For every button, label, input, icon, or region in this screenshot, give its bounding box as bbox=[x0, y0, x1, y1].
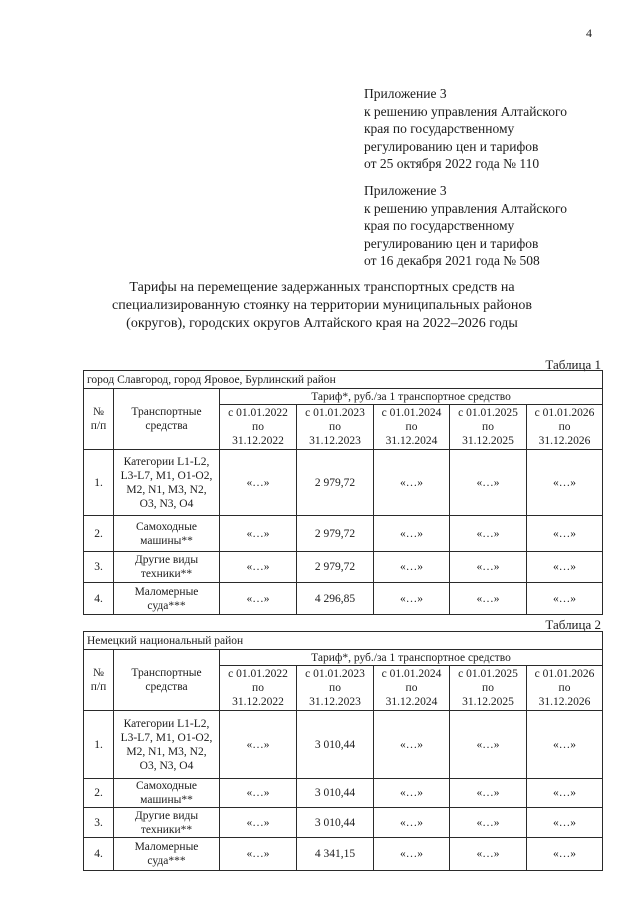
row-num: 4. bbox=[84, 583, 114, 615]
period-from: с 01.01.2025 bbox=[458, 668, 518, 680]
appendix-current bbox=[364, 85, 567, 173]
row-vehicle bbox=[114, 779, 220, 808]
header-vehicle bbox=[114, 389, 220, 450]
period-from: с 01.01.2024 bbox=[381, 668, 442, 680]
row-num: 3. bbox=[84, 552, 114, 583]
period-to-word: по bbox=[558, 682, 571, 694]
header-num bbox=[84, 650, 114, 711]
row-num: 2. bbox=[84, 779, 114, 808]
vehicle-line: Категории L1-L2, bbox=[123, 455, 210, 468]
tariff-value: 4 296,85 bbox=[297, 583, 374, 615]
table-row bbox=[84, 516, 603, 552]
appendix-previous-line: Приложение 3 bbox=[364, 183, 447, 198]
appendix-current-line: к решению управления Алтайского bbox=[364, 103, 567, 119]
tariff-value: «…» bbox=[220, 516, 297, 552]
table-row bbox=[84, 711, 603, 779]
header-period bbox=[297, 405, 374, 450]
vehicle-line: суда*** bbox=[147, 599, 186, 612]
row-vehicle bbox=[114, 450, 220, 516]
vehicle-line: M2, N1, M3, N2, bbox=[126, 745, 207, 758]
header-num bbox=[84, 389, 114, 450]
row-num: 4. bbox=[84, 838, 114, 871]
appendix-previous bbox=[364, 182, 567, 270]
header-period bbox=[297, 666, 374, 711]
tariff-value: «…» bbox=[450, 450, 527, 516]
table-row bbox=[84, 779, 603, 808]
header-num-line: № bbox=[93, 667, 104, 679]
tariff-value: «…» bbox=[527, 552, 603, 583]
table-row bbox=[84, 808, 603, 838]
tariff-value: «…» bbox=[374, 711, 450, 779]
document-title-line: (округов), городских округов Алтайского края на 2022–2026 годы bbox=[126, 316, 518, 331]
vehicle-line: M2, N1, M3, N2, bbox=[126, 483, 207, 496]
period-to-word: по bbox=[405, 421, 418, 433]
tariff-value: «…» bbox=[527, 779, 603, 808]
period-from: с 01.01.2023 bbox=[305, 668, 365, 680]
period-to: 31.12.2026 bbox=[538, 435, 591, 447]
period-from: с 01.01.2022 bbox=[228, 407, 288, 419]
tariff-value: «…» bbox=[527, 838, 603, 871]
header-period bbox=[220, 666, 297, 711]
appendix-current-line: края по государственному bbox=[364, 121, 515, 136]
tariff-value: «…» bbox=[220, 808, 297, 838]
row-num: 1. bbox=[84, 450, 114, 516]
vehicle-line: машины** bbox=[140, 534, 193, 547]
period-to-word: по bbox=[252, 421, 264, 433]
document-title-line: специализированную стоянку на территории муниципальных районов bbox=[112, 298, 532, 313]
region-name: город Славгород, город Яровое, Бурлинский район bbox=[84, 371, 603, 389]
period-to-word: по bbox=[405, 682, 418, 694]
header-period bbox=[374, 666, 450, 711]
tariff-value: «…» bbox=[374, 516, 450, 552]
period-to-word: по bbox=[482, 682, 494, 694]
appendix-previous-line: регулированию цен и тарифов bbox=[364, 235, 539, 251]
header-vehicle bbox=[114, 650, 220, 711]
header-vehicle-line: средства bbox=[145, 681, 188, 693]
tariff-value: «…» bbox=[374, 583, 450, 615]
tariff-value: «…» bbox=[220, 838, 297, 871]
appendix-previous-line: от 16 декабря 2021 года № 508 bbox=[364, 253, 540, 268]
header-num-line: п/п bbox=[90, 681, 107, 693]
document-title-line: Тарифы на перемещение задержанных транспортных средств на bbox=[129, 280, 515, 295]
period-to: 31.12.2023 bbox=[309, 435, 361, 447]
tariff-value: 3 010,44 bbox=[297, 808, 374, 838]
period-to: 31.12.2022 bbox=[232, 435, 284, 447]
vehicle-line: Самоходные bbox=[135, 780, 198, 792]
tariff-value: «…» bbox=[450, 583, 527, 615]
tariff-value: «…» bbox=[374, 808, 450, 838]
tariff-value: 3 010,44 bbox=[297, 779, 374, 808]
header-tariff: Тариф*, руб./за 1 транспортное средство bbox=[220, 389, 603, 405]
vehicle-line: Маломерные bbox=[134, 841, 199, 853]
period-to-word: по bbox=[329, 682, 341, 694]
table-row bbox=[84, 838, 603, 871]
tariff-value: «…» bbox=[374, 779, 450, 808]
period-from: с 01.01.2026 bbox=[534, 407, 595, 419]
appendix-current-line: Приложение 3 bbox=[364, 86, 447, 101]
header-vehicle-line: Транспортные bbox=[131, 667, 202, 679]
vehicle-line: Самоходные bbox=[135, 520, 198, 533]
row-vehicle bbox=[114, 516, 220, 552]
period-from: с 01.01.2024 bbox=[381, 407, 442, 419]
period-to-word: по bbox=[558, 421, 571, 433]
appendix-previous-line: края по государственному bbox=[364, 218, 515, 233]
period-from: с 01.01.2026 bbox=[534, 668, 595, 680]
vehicle-line: Категории L1-L2, bbox=[123, 717, 210, 730]
header-num-line: п/п bbox=[90, 420, 107, 432]
tariff-value: «…» bbox=[527, 808, 603, 838]
vehicle-line: Другие виды bbox=[134, 809, 199, 822]
period-to-word: по bbox=[252, 682, 264, 694]
tariff-value: «…» bbox=[527, 711, 603, 779]
header-period bbox=[450, 666, 527, 711]
vehicle-line: Маломерные bbox=[134, 585, 199, 598]
vehicle-line: машины** bbox=[140, 794, 193, 806]
vehicle-line: техники** bbox=[140, 823, 193, 836]
period-to: 31.12.2022 bbox=[232, 696, 284, 708]
header-period bbox=[527, 405, 603, 450]
tariff-table-2 bbox=[83, 631, 603, 871]
tariff-value: 4 341,15 bbox=[297, 838, 374, 871]
tariff-value: «…» bbox=[220, 450, 297, 516]
period-from: с 01.01.2023 bbox=[305, 407, 365, 419]
page-number: 4 bbox=[586, 26, 592, 40]
tariff-value: «…» bbox=[450, 711, 527, 779]
period-to: 31.12.2024 bbox=[385, 696, 438, 708]
tariff-value: «…» bbox=[527, 516, 603, 552]
table-2-label: Таблица 2 bbox=[545, 617, 601, 632]
header-num-line: № bbox=[93, 406, 104, 418]
period-from: с 01.01.2025 bbox=[458, 407, 518, 419]
tariff-value: «…» bbox=[450, 516, 527, 552]
tariff-value: 2 979,72 bbox=[297, 450, 374, 516]
appendix-previous-line: к решению управления Алтайского bbox=[364, 200, 567, 216]
vehicle-line: суда*** bbox=[147, 855, 186, 867]
tariff-value: «…» bbox=[220, 583, 297, 615]
period-to: 31.12.2024 bbox=[385, 435, 438, 447]
tariff-value: «…» bbox=[450, 779, 527, 808]
header-period bbox=[374, 405, 450, 450]
header-vehicle-line: Транспортные bbox=[131, 406, 202, 418]
period-to: 31.12.2023 bbox=[309, 696, 361, 708]
vehicle-line: L3-L7, M1, O1-O2, bbox=[120, 731, 213, 744]
table-row bbox=[84, 450, 603, 516]
header-tariff: Тариф*, руб./за 1 транспортное средство bbox=[220, 650, 603, 666]
tariff-value: «…» bbox=[374, 838, 450, 871]
vehicle-line: L3-L7, M1, O1-O2, bbox=[120, 469, 213, 482]
tariff-value: «…» bbox=[450, 838, 527, 871]
tariff-value: 2 979,72 bbox=[297, 516, 374, 552]
period-to-word: по bbox=[329, 421, 341, 433]
period-to: 31.12.2026 bbox=[538, 696, 591, 708]
vehicle-line: O3, N3, O4 bbox=[139, 759, 194, 772]
row-num: 3. bbox=[84, 808, 114, 838]
row-num: 1. bbox=[84, 711, 114, 779]
header-vehicle-line: средства bbox=[145, 420, 188, 432]
vehicle-line: техники** bbox=[140, 568, 193, 580]
tariff-value: «…» bbox=[220, 711, 297, 779]
header-period bbox=[450, 405, 527, 450]
vehicle-line: O3, N3, O4 bbox=[139, 497, 194, 510]
tariff-value: 2 979,72 bbox=[297, 552, 374, 583]
appendix-current-line: регулированию цен и тарифов bbox=[364, 138, 539, 154]
table-row bbox=[84, 552, 603, 583]
tariff-value: «…» bbox=[374, 450, 450, 516]
tariff-table-1 bbox=[83, 370, 603, 615]
row-vehicle bbox=[114, 808, 220, 838]
appendix-current-line: от 25 октября 2022 года № 110 bbox=[364, 156, 540, 171]
tariff-value: «…» bbox=[220, 779, 297, 808]
row-vehicle bbox=[114, 838, 220, 871]
tariff-value: «…» bbox=[450, 808, 527, 838]
row-vehicle bbox=[114, 552, 220, 583]
header-period bbox=[527, 666, 603, 711]
region-name: Немецкий национальный район bbox=[84, 632, 603, 650]
document-title bbox=[80, 279, 564, 333]
tariff-value: «…» bbox=[450, 552, 527, 583]
period-to-word: по bbox=[482, 421, 494, 433]
table-1-label: Таблица 1 bbox=[545, 357, 601, 372]
row-vehicle bbox=[114, 583, 220, 615]
table-row bbox=[84, 583, 603, 615]
tariff-value: 3 010,44 bbox=[297, 711, 374, 779]
tariff-value: «…» bbox=[527, 583, 603, 615]
tariff-value: «…» bbox=[374, 552, 450, 583]
period-to: 31.12.2025 bbox=[462, 435, 514, 447]
vehicle-line: Другие виды bbox=[134, 554, 199, 566]
row-num: 2. bbox=[84, 516, 114, 552]
row-vehicle bbox=[114, 711, 220, 779]
tariff-value: «…» bbox=[220, 552, 297, 583]
period-to: 31.12.2025 bbox=[462, 696, 514, 708]
tariff-value: «…» bbox=[527, 450, 603, 516]
period-from: с 01.01.2022 bbox=[228, 668, 288, 680]
header-period bbox=[220, 405, 297, 450]
